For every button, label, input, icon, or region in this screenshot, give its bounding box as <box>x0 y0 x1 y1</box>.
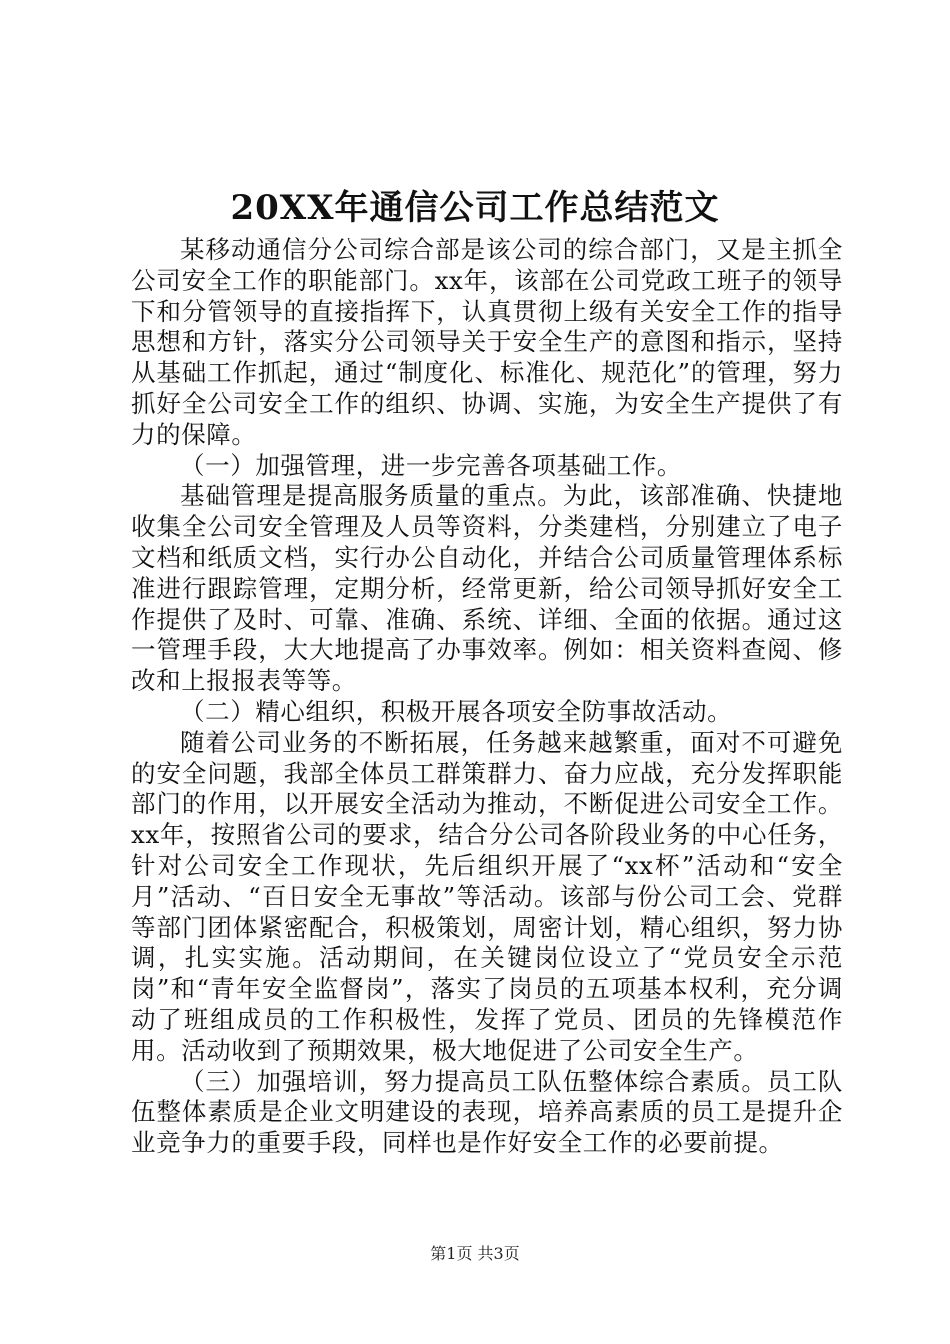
document-body <box>131 235 843 1159</box>
section-heading-2: （二）精心组织，积极开展各项安全防事故活动。 <box>180 696 733 726</box>
page-footer: 第1页 共3页 <box>430 1244 520 1263</box>
paragraph-section-2: 随着公司业务的不断拓展，任务越来越繁重，面对不可避免的安全问题，我部全体员工群策群力、奋力应战，充分发挥职能部门的作用，以开展安全活动为推动，不断促进公司安全工作。xx年，按照省公司的要求，结合分公司各阶段业务的中心任务，针对公司安全工作现状，先后组织开展了“xx杯”活动和“安全月”活动、“百日安全无事故”等活动。该部与份公司工会、党群等部门团体紧密配合，积极策划，周密计划，精心组织，努力协调，扎实实施。活动期间，在关键岗位设立了“党员安全示范岗”和“青年安全监督岗”，落实了岗员的五项基本权利，充分调动了班组成员的工作积极性，发挥了党员、团员的先锋模范作用。活动收到了预期效果，极大地促进了公司安全生产。 <box>131 727 843 1065</box>
paragraph-intro: 某移动通信分公司综合部是该公司的综合部门，又是主抓全公司安全工作的职能部门。xx年，该部在公司党政工班子的领导下和分管领导的直接指挥下，认真贯彻上级有关安全工作的指导思想和方针，落实分公司领导关于安全生产的意图和指示，坚持从基础工作抓起，通过“制度化、标准化、规范化”的管理，努力抓好全公司安全工作的组织、协调、实施，为安全生产提供了有力的保障。 <box>131 235 843 449</box>
paragraph-section-3: （三）加强培训，努力提高员工队伍整体综合素质。员工队伍整体素质是企业文明建设的表现，培养高素质的员工是提升企业竞争力的重要手段，同样也是作好安全工作的必要前提。 <box>131 1066 843 1158</box>
section-heading-1: （一）加强管理，进一步完善各项基础工作。 <box>180 450 682 480</box>
document-title: 20XX年通信公司工作总结范文 <box>230 188 720 228</box>
paragraph-section-1: 基础管理是提高服务质量的重点。为此，该部准确、快捷地收集全公司安全管理及人员等资料，分类建档，分别建立了电子文档和纸质文档，实行办公自动化，并结合公司质量管理体系标准进行跟踪管理，定期分析，经常更新，给公司领导抓好安全工作提供了及时、可靠、准确、系统、详细、全面的依据。通过这一管理手段，大大地提高了办事效率。例如：相关资料查阅、修改和上报报表等等。 <box>131 481 843 696</box>
